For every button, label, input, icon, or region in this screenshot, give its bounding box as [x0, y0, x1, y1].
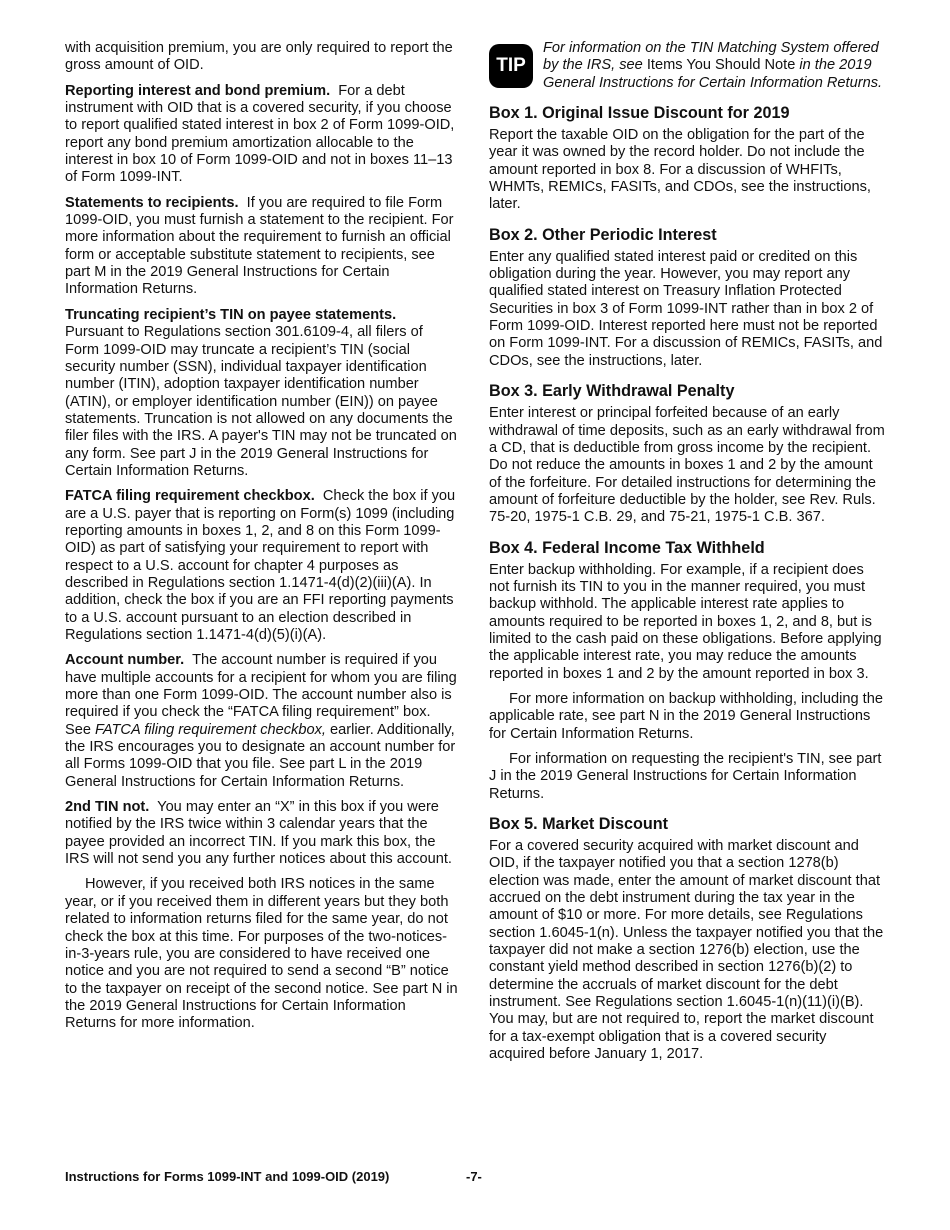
fatca-reference: FATCA filing requirement checkbox,: [95, 721, 326, 738]
account-number-heading: Account number.: [65, 652, 185, 669]
tip-box: [489, 40, 885, 92]
box1-text: Report the taxable OID on the obligation for the part of the year it was owned by the record holder. Do not include the amount reported in box 8. For a discussion of WHFITs, WHMTs, REMICs, FASITs, and CDOs, see the instructions, later.: [489, 127, 871, 213]
second-tin-heading: 2nd TIN not.: [65, 799, 150, 816]
second-tin-paragraph-2: However, if you received both IRS notices in the same year, or if you received them in different years but they both related to information returns filed for the same year, do not check the box at this time. For purposes of the two-notices-in-3-years rule, you are considered to have received one notice and you are not required to send a second “B” notice to the taxpayer on receipt of the second notice. See part N in the 2019 General Instructions for Certain Information Returns for more information.: [65, 876, 458, 1032]
account-number-text: The account number is required if you have multiple accounts for a recipient for whom you are filing more than one Form 1099-OID. The account number also is required if you check the “FATCA filing requirement” box. See: [65, 652, 457, 738]
account-number-paragraph: [65, 652, 460, 791]
reporting-interest-heading: Reporting interest and bond premium.: [65, 82, 331, 99]
statements-heading: Statements to recipients.: [65, 194, 239, 211]
tip-text-1: For information on the TIN Matching System offered by the IRS, see: [543, 40, 879, 74]
footer-title: Instructions for Forms 1099-INT and 1099-OID (2019): [65, 1169, 390, 1184]
tip-text: [489, 40, 885, 92]
box2-text: Enter any qualified stated interest paid or credited on this obligation during the year. However, you may report any qualified stated interest on Treasury Inflation Protected Securities in box 3 of Form 1099-INT rather than in box 2 of Form 1099-OID. Interest reported here must not be reported on Form 1099-INT. For a discussion of REMICs, FASITs, and CDOs, see the instructions, later.: [489, 248, 883, 369]
reporting-interest-paragraph: [65, 83, 460, 187]
box3-text: Enter interest or principal forfeited because of an early withdrawal of time deposits, such as an early withdrawal from a CD, that is deductible from gross income by the recipient. Do not reduce the amounts in boxes 1 and 2 by the amount of the forfeiture. For detailed instructions for determining the amount of forfeiture deductible by the holder, see Rev. Ruls. 75-20, 1975-1 C.B. 29, and 75-21, 1975-1 C.B. 367.: [489, 405, 885, 526]
page-number: -7-: [466, 1169, 482, 1184]
fatca-text: Check the box if you are a U.S. payer that is reporting on Form(s) 1099 (including reporting amounts in boxes 1, 2, and 8 on this Form 1099-OID) as part of satisfying your requirement to report with respect to a U.S. account for chapter 4 purposes as described in Regulations section 1.1471-4(d)(2)(iii)(A). In addition, check the box if you are an FFI reporting payments to a U.S. account pursuant to an election described in Regulations section 1.1471-4(d)(5)(i)(A).: [65, 488, 456, 643]
fatca-paragraph: [65, 488, 460, 644]
tip-reference: Items You Should Note: [646, 57, 796, 74]
box4-heading: Box 4. Federal Income Tax Withheld: [489, 538, 765, 557]
box4-text-3: For information on requesting the recipient's TIN, see part J in the 2019 General Instructions for Certain Information Returns.: [489, 751, 882, 802]
account-number-text-2: earlier. Additionally, the IRS encourages you to designate an account number for all Forms 1099-OID that you file. See part L in the 2019 General Instructions for Certain Information Returns.: [65, 721, 456, 790]
box5-heading: Box 5. Market Discount: [489, 815, 669, 834]
fatca-heading: FATCA filing requirement checkbox.: [65, 488, 315, 505]
reporting-interest-text: For a debt instrument with OID that is a covered security, if you choose to report qualified stated interest in box 2 of Form 1099-OID, report any bond premium amortization allocable to the interest in box 10 of Form 1099-OID and not in boxes 11–13 of Form 1099-INT.: [65, 82, 455, 186]
box4-text: Enter backup withholding. For example, if a recipient does not furnish its TIN to you in the manner required, you must backup withhold. The applicable interest rate applies to amounts required to be reported in boxes 1, 2, and 8, but is limited to the cash paid on these obligations. Before applying the applicable interest rate, you may reduce the amounts reported in boxes 1 and 2 by the amount reported in box 3.: [489, 561, 882, 682]
second-tin-text: You may enter an “X” in this box if you were notified by the IRS twice within 3 calendar years that the payee provided an incorrect TIN. If you mark this box, the IRS will not send you any further notices about this account.: [65, 799, 452, 868]
tip-icon: TIP: [489, 44, 533, 88]
box1-heading: Box 1. Original Issue Discount for 2019: [489, 104, 790, 123]
box5-text: For a covered security acquired with market discount and OID, if the taxpayer notified you that a section 1278(b) election was made, enter the amount of market discount that accrued on the debt instrument during the tax year in the amount of $10 or more. For more details, see Regulations section 1.6045-1(n). Unless the taxpayer notified you that the taxpayer did not make a section 1276(b) election, use the constant yield method described in section 1276(b)(2) to determine the accruals of market discount for the debt instrument. See Regulations section 1.6045-1(n)(11)(i)(B). You may, but are not required to, report the market discount for a tax-exempt obligation that is a covered security acquired before January 1, 2017.: [489, 838, 884, 1063]
right-column: [489, 40, 885, 1072]
box3-heading: Box 3. Early Withdrawal Penalty: [489, 382, 735, 401]
paragraph-continuation: with acquisition premium, you are only required to report the gross amount of OID.: [65, 40, 453, 74]
truncating-paragraph: [65, 307, 460, 480]
box2-heading: Box 2. Other Periodic Interest: [489, 225, 717, 244]
left-column: [65, 40, 460, 1041]
truncating-text: Pursuant to Regulations section 301.6109-4, all filers of Form 1099-OID may truncate a recipient’s TIN (social security number (SSN), individual taxpayer identification number (ITIN), adoption taxpayer identification number (ATIN), or employer identification number (EIN)) on payee statements. Truncation is not allowed on any documents the filer files with the IRS. A payer's TIN may not be truncated on any form. See part J in the 2019 General Instructions for Certain Information Returns.: [65, 324, 457, 479]
statements-paragraph: [65, 195, 460, 299]
tip-text-3: in the 2019 General Instructions for Certain Information Returns.: [543, 57, 883, 91]
box4-text-2: For more information on backup withholding, including the applicable rate, see part N in the 2019 General Instructions for Certain Information Returns.: [489, 690, 883, 742]
second-tin-paragraph: [65, 799, 460, 868]
truncating-heading: Truncating recipient’s TIN on payee statements.: [65, 306, 397, 323]
statements-text: If you are required to file Form 1099-OID, you must furnish a statement to the recipient. For more information about the requirement to furnish an official form or acceptable substitute statement to recipients, see part M in the 2019 General Instructions for Certain Information Returns.: [65, 194, 454, 298]
